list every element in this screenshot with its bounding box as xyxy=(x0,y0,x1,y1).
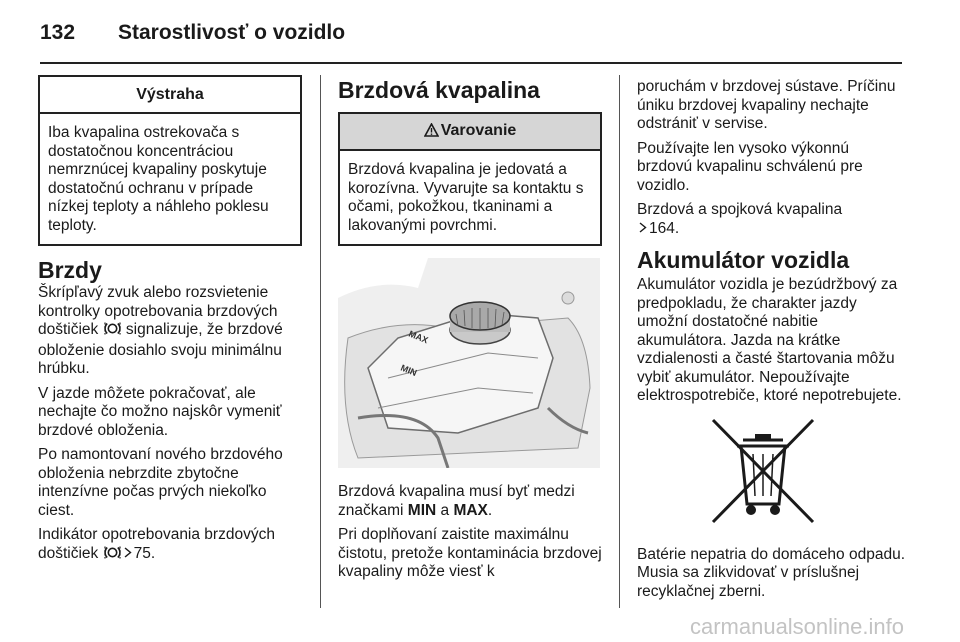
brake-fluid-paragraph-1: Brzdová kvapalina musí byť medzi značkami MIN a MAX. xyxy=(338,483,575,519)
brake-fluid-continuation: poruchám v brzdovej sústave. Príčinu úniku brzdovej kvapaliny nechajte odstrániť v servise. xyxy=(637,78,896,132)
brakes-paragraph-3: Po namontovaní nového brzdového obloženia nebrzdite zbytočne intenzívne počas prvých niekoľko ciest. xyxy=(38,446,283,519)
battery-paragraph-2: Batérie nepatria do domáceho odpadu. Musia sa zlikvidovať v príslušnej recyklačnej zberni. xyxy=(637,545,906,600)
page-reference[interactable]: 164. xyxy=(649,219,680,237)
column-divider xyxy=(619,75,620,608)
brake-fluid-spec-paragraph: Používajte len vysoko výkonnú brzdovú kvapalinu schválenú pre vozidlo. xyxy=(637,139,863,194)
min-label: MIN xyxy=(399,362,419,379)
caution-box xyxy=(338,112,602,246)
caution-box-body: Brzdová kvapalina je jedovatá a korozívna. Vyvarujte sa kontaktu s očami, pokožkou, tkaninami a lakovanými povrchmi. xyxy=(348,161,584,234)
section-title-battery: Akumulátor vozidla xyxy=(637,247,850,273)
brake-fluid-reference-paragraph: Brzdová a spojková kvapalina 164. xyxy=(637,201,843,237)
brake-fluid-reservoir-illustration xyxy=(338,258,600,468)
battery-paragraph-1: Akumulátor vozidla je bezúdržbový za predpokladu, že charakter jazdy umožní dostatočné nabitie akumulátora. Jazda na krátke vzdialenosti a časté štartovania môžu vybiť akumulátor. Nepoužívajte elektrospotrebiče, ktoré nepotrebujete. xyxy=(637,276,902,404)
page-title: Starostlivosť o vozidlo xyxy=(118,21,346,44)
page-number: 132 xyxy=(40,21,76,44)
brake-wear-icon xyxy=(104,321,121,342)
max-label: MAX xyxy=(407,328,430,346)
crossed-out-wheelie-bin-icon xyxy=(707,418,819,528)
column-2 xyxy=(338,75,602,588)
brake-wear-icon xyxy=(104,545,121,566)
warning-box-body: Iba kvapalina ostrekovača s dostatočnou koncentráciou nemrznúcej kvapaliny poskytuje dostatočnú ochranu v prípade nízkej teploty a náhleho poklesu teploty. xyxy=(48,124,269,234)
warning-triangle-icon xyxy=(424,123,439,142)
column-1 xyxy=(38,75,302,571)
column-3 xyxy=(637,78,905,607)
page-reference-arrow-icon xyxy=(124,545,132,564)
column-divider xyxy=(320,75,321,608)
section-title-brake-fluid: Brzdová kvapalina xyxy=(338,77,540,103)
section-title-brakes: Brzdy xyxy=(38,257,102,283)
warning-box xyxy=(38,75,302,246)
brakes-paragraph-4: Indikátor opotrebovania brzdových doštičiek 75. xyxy=(38,526,302,565)
brake-fluid-paragraph-2: Pri doplňovaní zaistite maximálnu čistotu, pretože kontaminácia brzdovej kvapaliny môže viesť k xyxy=(338,526,602,580)
header-rule xyxy=(40,62,902,64)
page-reference-arrow-icon xyxy=(639,220,647,239)
caution-box-heading: Varovanie xyxy=(340,114,600,151)
warning-box-heading: Výstraha xyxy=(40,77,300,114)
page-header xyxy=(40,10,900,56)
brakes-paragraph-1: Škrípľavý zvuk alebo rozsvietenie kontrolky opotrebovania brzdových doštičiek signalizuje, že brzdové obloženie dosiahlo svoju minimálnu hrúbku. xyxy=(38,284,283,377)
page-reference[interactable]: 75. xyxy=(133,544,156,562)
watermark: carmanualsonline.info xyxy=(689,614,904,639)
brakes-paragraph-2: V jazde môžete pokračovať, ale nechajte čo možno najskôr vymeniť brzdové obloženia. xyxy=(38,384,282,439)
